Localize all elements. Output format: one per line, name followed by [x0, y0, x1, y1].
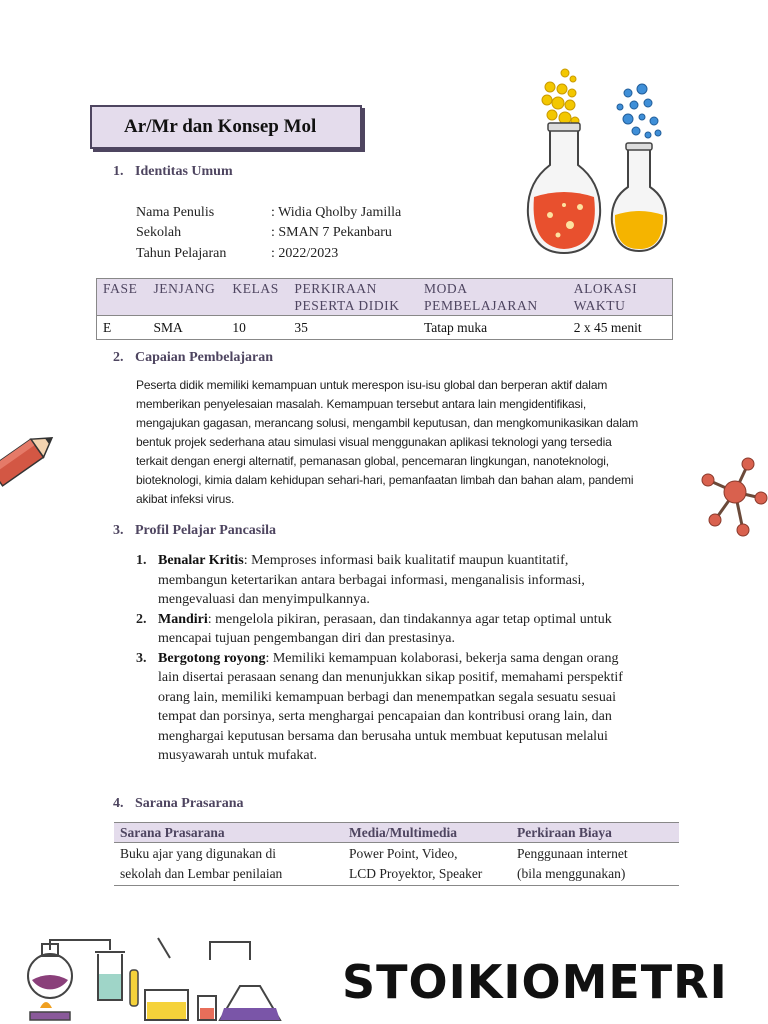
section-number: 1. [113, 164, 124, 179]
header-sarana: Sarana Prasarana [114, 823, 343, 843]
list-item [136, 610, 666, 649]
header-media: Media/Multimedia [343, 823, 511, 843]
list-text: orang lain, memiliki kemampuan berbagi dan menempatkan segala sesuatu sesuai [158, 689, 616, 705]
identity-label: Sekolah [136, 225, 182, 240]
phase-table [96, 278, 673, 340]
paragraph-line: bioteknologi, kimia dalam kehidupan sehari-hari, pemanfaatan limbah dan bahan alam, pandemi [136, 473, 634, 487]
list-number: 1. [136, 553, 147, 568]
identity-value: : SMAN 7 Pekanbaru [271, 225, 392, 240]
identity-label: Nama Penulis [136, 205, 215, 220]
list-text: mengevaluasi dan menyimpulkannya. [158, 592, 370, 607]
list-item [136, 649, 666, 766]
header-kelas: KELAS [226, 279, 288, 316]
paragraph-line: memberikan penyelesaian masalah. Kemampuan tersebut antara lain mengidentifikasi, [136, 397, 587, 411]
table-row [114, 843, 679, 886]
list-number: 2. [136, 611, 147, 627]
identity-value: : Widia Qholby Jamilla [271, 205, 402, 220]
list-text: musyawarah untuk mufakat. [158, 748, 318, 763]
header-fase: FASE [97, 279, 148, 316]
document-title: Ar/Mr dan Konsep Mol [90, 105, 362, 149]
cell-media: Power Point, Video, LCD Proyektor, Speaker [343, 843, 511, 886]
section-title: Identitas Umum [135, 164, 233, 179]
header-peserta: PERKIRAAN PESERTA DIDIK [288, 279, 418, 316]
list-number: 3. [136, 650, 147, 666]
sarana-table [114, 822, 679, 886]
section-heading-identitas [113, 164, 233, 180]
list-text: mencapai tujuan pengembangan diri dan prestasinya. [158, 631, 456, 646]
lab-equipment-icon [10, 930, 320, 1024]
cell-peserta: 35 [288, 316, 418, 340]
section-title: Profil Pelajar Pancasila [135, 523, 277, 538]
list-item [136, 551, 666, 610]
section-heading-capaian [113, 350, 273, 366]
cell-biaya: Penggunaan internet (bila menggunakan) [511, 843, 679, 886]
sarana-table-header [114, 823, 679, 843]
molecule-icon [693, 452, 768, 542]
list-text: membangun ketertarikan antara berbagai informasi, menganalisis informasi, [158, 572, 585, 588]
section-number: 2. [113, 350, 124, 365]
paragraph-line: terkait dengan energi alternatif, pemanasan global, pencemaran lingkungan, nanoteknologi, [136, 454, 609, 468]
list-term: Bergotong royong [158, 650, 266, 666]
list-text: menghargai keputusan bersama dan berusaha untuk membuat keputusan melalui [158, 728, 608, 744]
identity-label: Tahun Pelajaran [136, 246, 227, 261]
cell-jenjang: SMA [147, 316, 226, 340]
header-moda: MODA PEMBELAJARAN [418, 279, 568, 316]
profil-list [136, 551, 666, 766]
list-text: : Memiliki kemampuan kolaborasi, bekerja sama dengan orang [265, 650, 619, 666]
section-title: Sarana Prasarana [135, 796, 244, 811]
section-heading-profil [113, 523, 276, 539]
cell-sarana: Buku ajar yang digunakan di sekolah dan Lembar penilaian [114, 843, 343, 886]
identity-value: : 2022/2023 [271, 246, 339, 261]
header-alokasi: ALOKASI WAKTU [568, 279, 673, 316]
header-biaya: Perkiraan Biaya [511, 823, 679, 843]
flasks-illustration-icon [520, 65, 680, 260]
list-text: : mengelola pikiran, perasaan, dan tindakannya agar tetap optimal untuk [207, 611, 612, 627]
paragraph-line: akibat infeksi virus. [136, 492, 235, 506]
table-row [97, 316, 673, 340]
list-term: Mandiri [158, 611, 208, 627]
cell-moda: Tatap muka [418, 316, 568, 340]
cell-kelas: 10 [226, 316, 288, 340]
cell-fase: E [97, 316, 148, 340]
footer-title: STOIKIOMETRI [342, 955, 728, 1009]
header-jenjang: JENJANG [147, 279, 226, 316]
paragraph-line: bentuk projek sederhana atau simulasi visual menggunakan aplikasi teknologi yang tersedia [136, 435, 612, 449]
pencil-icon [0, 420, 62, 490]
capaian-paragraph [136, 376, 676, 509]
section-number: 3. [113, 523, 124, 538]
section-title: Capaian Pembelajaran [135, 350, 274, 365]
paragraph-line: mengajukan gagasan, merancang solusi, mengambil keputusan, dan mengkomunikasikan dalam [136, 416, 639, 430]
list-text: lain disertai perasaan senang dan menunjukkan sikap positif, memahami perspektif [158, 670, 623, 685]
paragraph-line: Peserta didik memiliki kemampuan untuk merespon isu-isu global dan berperan aktif dalam [136, 378, 608, 392]
list-term: Benalar Kritis [158, 553, 244, 568]
phase-table-header [97, 279, 673, 316]
list-text: : Memproses informasi baik kualitatif maupun kuantitatif, [243, 553, 569, 568]
list-text: tempat dan porsinya, serta menghargai pencapaian dan kontribusi orang lain, dan [158, 709, 612, 724]
cell-alokasi: 2 x 45 menit [568, 316, 673, 340]
section-number: 4. [113, 796, 124, 811]
section-heading-sarana [113, 796, 244, 812]
